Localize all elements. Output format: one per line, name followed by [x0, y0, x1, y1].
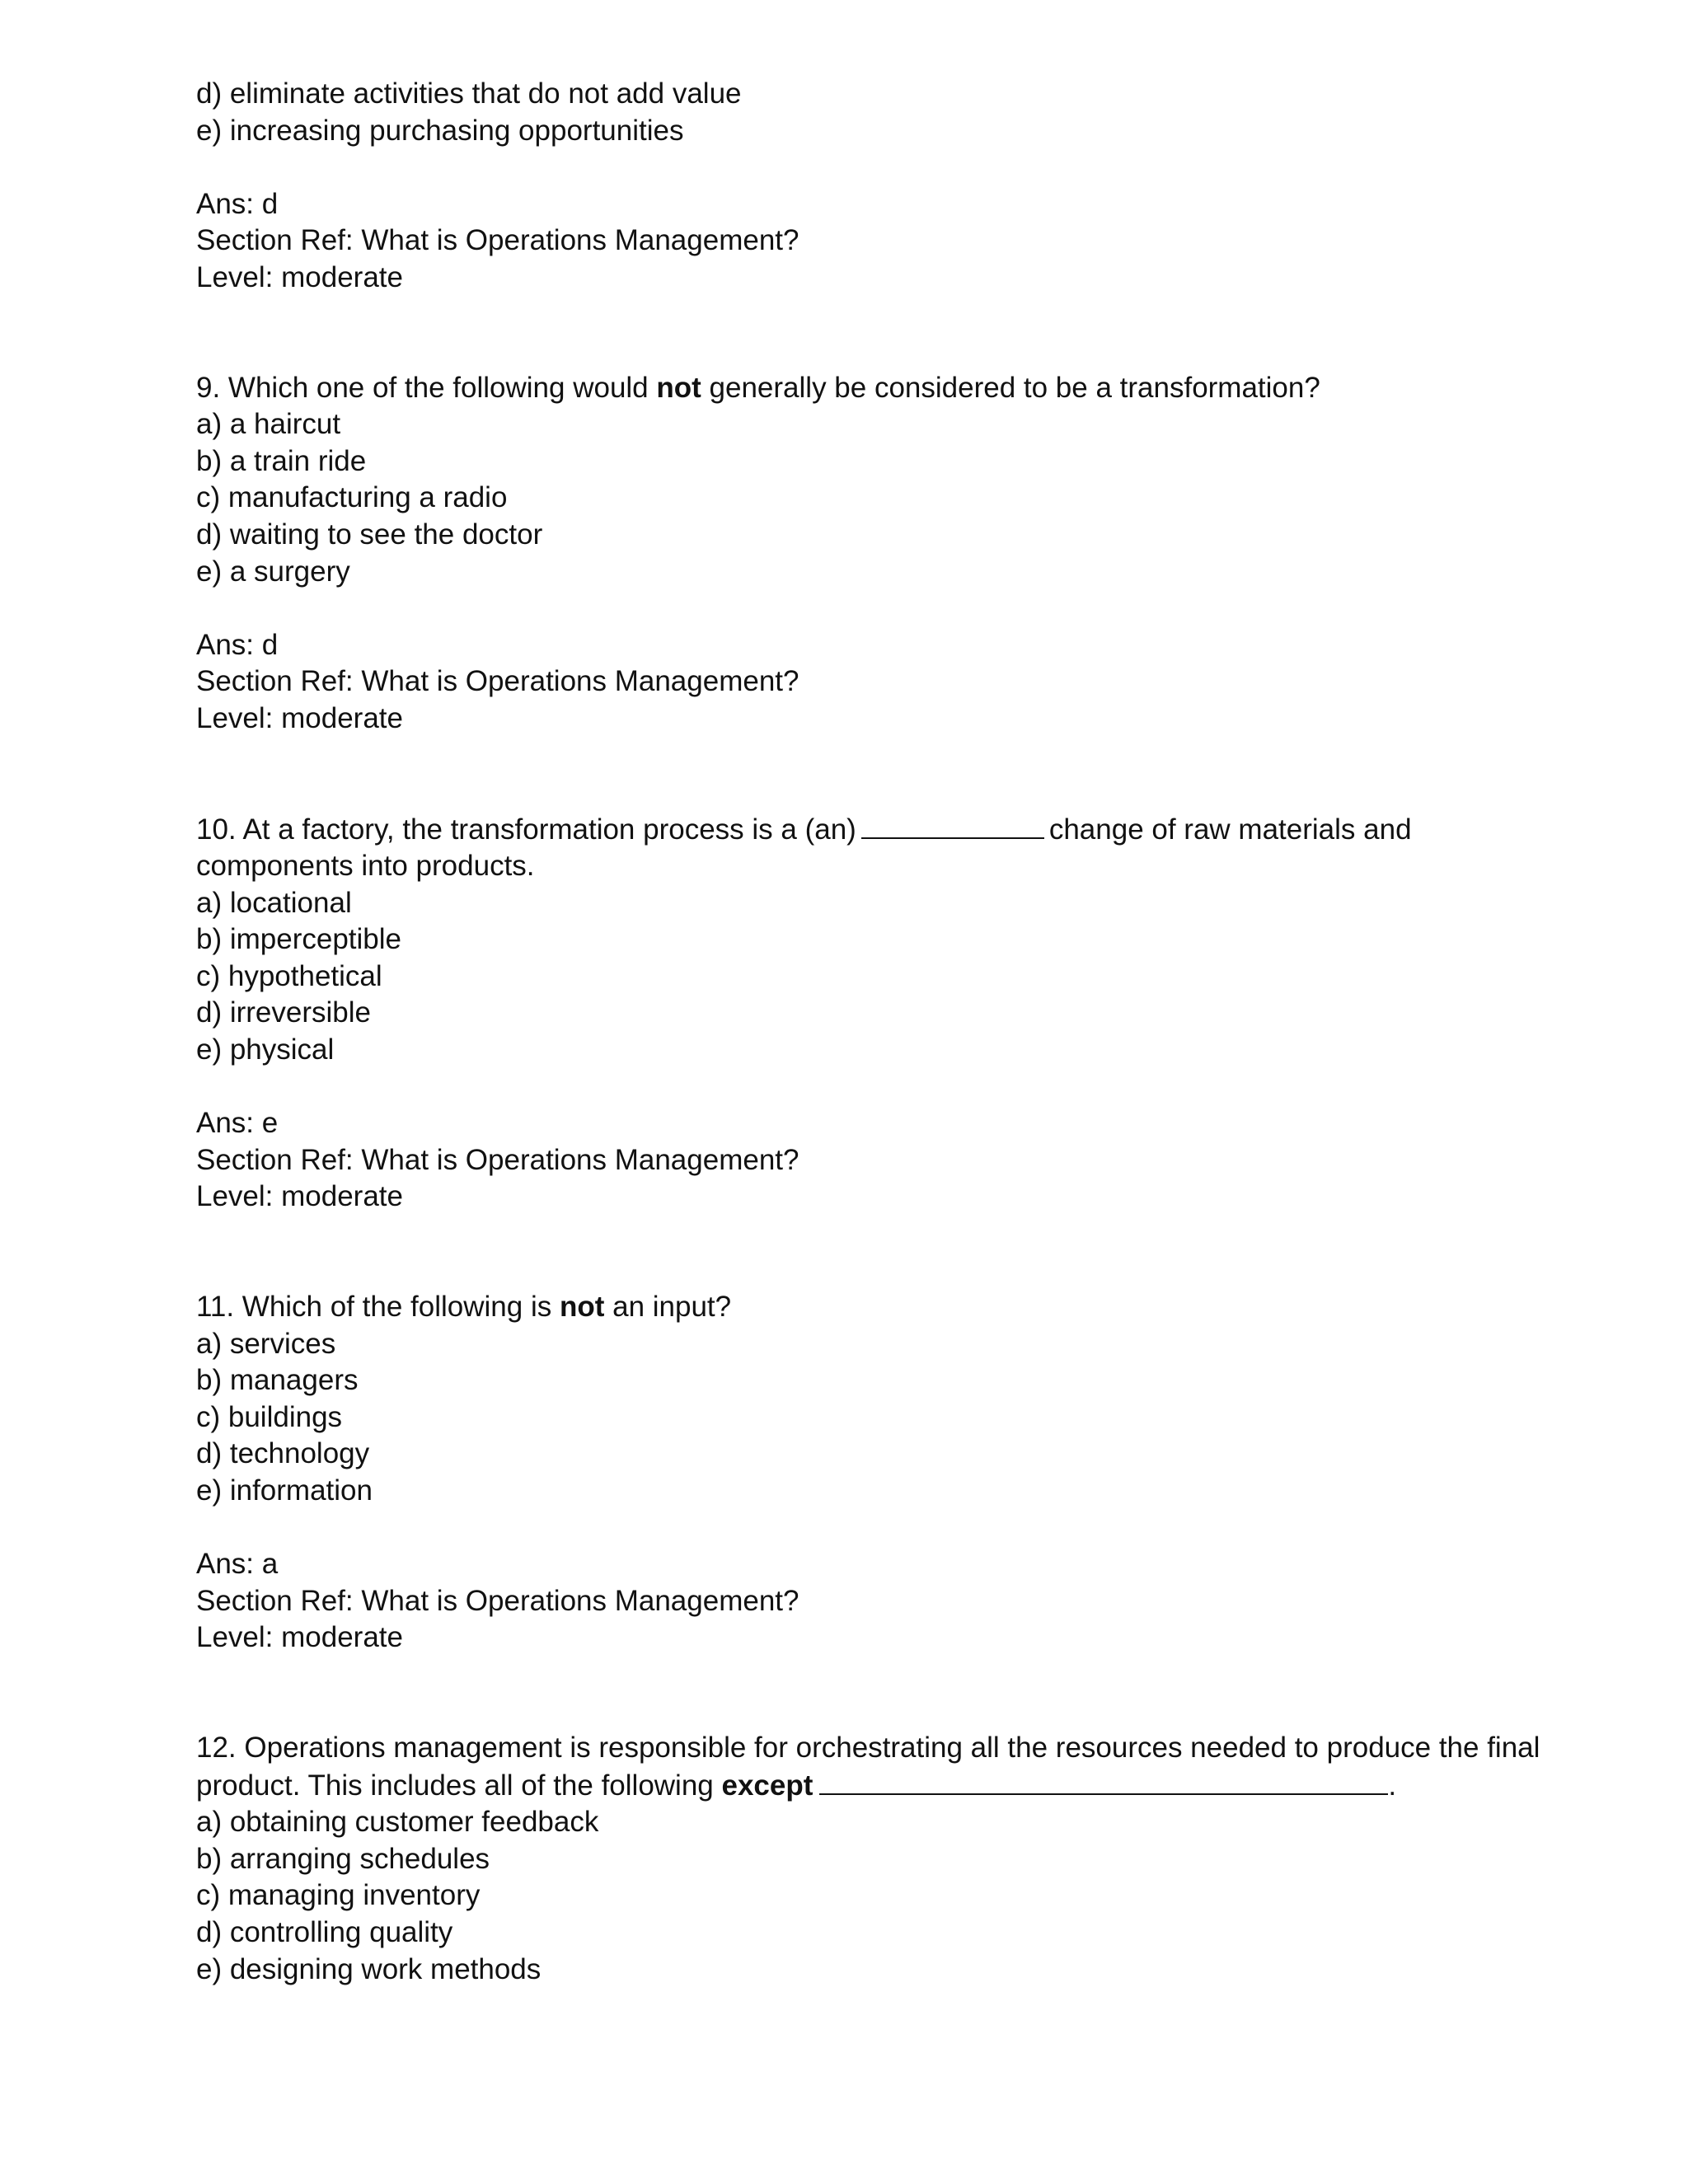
- option-d: d) controlling quality: [196, 1915, 453, 1948]
- option-e: e) increasing purchasing opportunities: [196, 114, 684, 147]
- option-e: e) information: [196, 1474, 373, 1507]
- level: Level: moderate: [196, 1621, 403, 1654]
- option-b: b) imperceptible: [196, 923, 401, 956]
- question-stem: 12. Operations management is responsible for orchestrating all the resources needed to produce the final: [196, 1731, 1540, 1764]
- option-d: d) eliminate activities that do not add value: [196, 77, 742, 110]
- option-d: d) technology: [196, 1437, 370, 1470]
- question-stem: 9. Which one of the following would not generally be considered to be a transformation?: [196, 371, 1320, 404]
- answer: Ans: d: [196, 187, 279, 220]
- question-stem: 11. Which of the following is not an input?: [196, 1291, 732, 1324]
- document-page: [196, 76, 1540, 1988]
- level: Level: moderate: [196, 701, 403, 734]
- section-ref: Section Ref: What is Operations Management?: [196, 665, 799, 698]
- section-ref: Section Ref: What is Operations Management?: [196, 1584, 799, 1617]
- option-a: a) locational: [196, 886, 352, 919]
- question-10: [196, 811, 1515, 1216]
- question-8-tail: [196, 76, 1515, 297]
- answer: Ans: d: [196, 628, 279, 661]
- option-a: a) services: [196, 1327, 336, 1360]
- option-a: a) obtaining customer feedback: [196, 1806, 599, 1839]
- option-d: d) waiting to see the doctor: [196, 518, 543, 551]
- section-ref: Section Ref: What is Operations Management?: [196, 224, 799, 257]
- option-b: b) managers: [196, 1364, 359, 1397]
- section-ref: Section Ref: What is Operations Management?: [196, 1143, 799, 1176]
- question-11: [196, 1289, 1515, 1657]
- option-e: e) a surgery: [196, 555, 350, 588]
- option-b: b) a train ride: [196, 444, 367, 477]
- option-c: c) manufacturing a radio: [196, 481, 508, 514]
- fill-in-blank: [861, 811, 1044, 839]
- option-a: a) a haircut: [196, 408, 341, 441]
- fill-in-blank: [819, 1767, 1388, 1795]
- answer: Ans: a: [196, 1548, 279, 1581]
- answer: Ans: e: [196, 1107, 279, 1140]
- option-c: c) hypothetical: [196, 959, 382, 992]
- level: Level: moderate: [196, 1180, 403, 1213]
- option-c: c) buildings: [196, 1400, 343, 1433]
- question-stem-continued: product. This includes all of the following except .: [196, 1767, 1515, 1805]
- level: Level: moderate: [196, 260, 403, 293]
- option-e: e) physical: [196, 1033, 335, 1066]
- question-12: [196, 1730, 1540, 1988]
- question-stem: 10. At a factory, the transformation process is a (an) change of raw materials and: [196, 811, 1515, 849]
- option-c: c) managing inventory: [196, 1879, 481, 1912]
- question-9: [196, 370, 1515, 738]
- question-stem-continued: components into products.: [196, 850, 535, 883]
- option-b: b) arranging schedules: [196, 1842, 490, 1875]
- option-d: d) irreversible: [196, 996, 371, 1029]
- option-e: e) designing work methods: [196, 1952, 542, 1985]
